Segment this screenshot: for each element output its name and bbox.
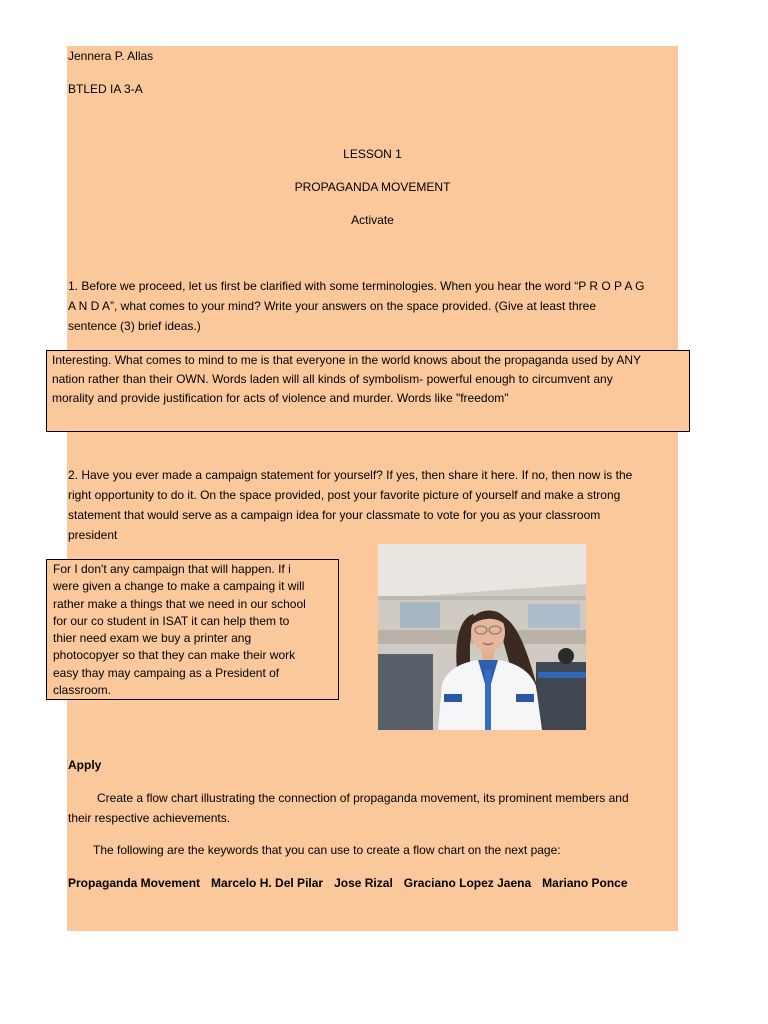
keyword-item: Propaganda Movement bbox=[68, 876, 201, 890]
student-name: Jennera P. Allas bbox=[68, 49, 154, 63]
answer-2-line: for our co student in ISAT it can help them to bbox=[53, 613, 290, 628]
answer-2-line: rather make a things that we need in our school bbox=[53, 596, 306, 611]
answer-1-line: Interesting. What comes to mind to me is that everyone in the world knows about the propaganda used by ANY bbox=[52, 353, 641, 367]
keyword-item: Mariano Ponce bbox=[542, 876, 628, 890]
question-2-line: statement that would serve as a campaign idea for your classmate to vote for you as your classroom bbox=[68, 508, 601, 522]
apply-instruction-line: their respective achievements. bbox=[68, 811, 231, 825]
answer-1-line: nation rather than their OWN. Words laden will all kinds of symbolism- powerful enough to circumvent any bbox=[52, 372, 613, 386]
keywords-intro: The following are the keywords that you can use to create a flow chart on the next page: bbox=[93, 843, 561, 857]
keyword-item: Graciano Lopez Jaena bbox=[403, 876, 532, 890]
answer-2-line: For I don't any campaign that will happen. If i bbox=[53, 562, 291, 576]
student-photo bbox=[378, 544, 586, 730]
keyword-item: Jose Rizal bbox=[334, 876, 393, 890]
answer-2-line: classroom. bbox=[53, 683, 112, 698]
answer-box-1[interactable] bbox=[46, 350, 690, 432]
answer-2-line: thier need exam we buy a printer ang bbox=[53, 631, 252, 646]
question-1-line: A N D A”, what comes to your mind? Write your answers on the space provided. (Give at least three bbox=[68, 299, 597, 313]
question-1-line: sentence (3) brief ideas.) bbox=[68, 319, 201, 333]
question-1-line: 1. Before we proceed, let us first be clarified with some terminologies. When you hear the word “P R O P A G bbox=[68, 279, 645, 293]
answer-2-line: were given a change to make a campaing it will bbox=[53, 579, 305, 594]
answer-box-2[interactable] bbox=[46, 559, 339, 700]
keyword-item: Marcelo H. Del Pilar bbox=[211, 876, 324, 890]
apply-heading: Apply bbox=[68, 758, 102, 772]
part-title: Activate bbox=[351, 213, 394, 227]
question-2-line: president bbox=[68, 528, 118, 542]
student-section: BTLED IA 3-A bbox=[68, 82, 143, 96]
student-photo-illustration bbox=[378, 544, 586, 730]
answer-1-line: morality and provide justification for acts of violence and murder. Words like "freedom" bbox=[52, 391, 509, 405]
apply-instruction bbox=[68, 788, 680, 828]
question-1 bbox=[68, 276, 680, 336]
answer-2-line: easy thay may campaing as a President of bbox=[53, 665, 280, 680]
question-2-line: right opportunity to do it. On the space provided, post your favorite picture of yourself and make a strong bbox=[68, 488, 621, 502]
lesson-title: LESSON 1 bbox=[343, 147, 402, 161]
answer-2-line: photocopyer so that they can make their work bbox=[53, 648, 296, 663]
topic-title: PROPAGANDA MOVEMENT bbox=[294, 180, 451, 194]
keywords-list bbox=[68, 873, 628, 893]
apply-instruction-line: Create a flow chart illustrating the connection of propaganda movement, its prominent members and bbox=[97, 791, 629, 805]
question-2-line: 2. Have you ever made a campaign statement for yourself? If yes, then share it here. If no, then now is the bbox=[68, 468, 633, 482]
question-2 bbox=[68, 465, 680, 545]
